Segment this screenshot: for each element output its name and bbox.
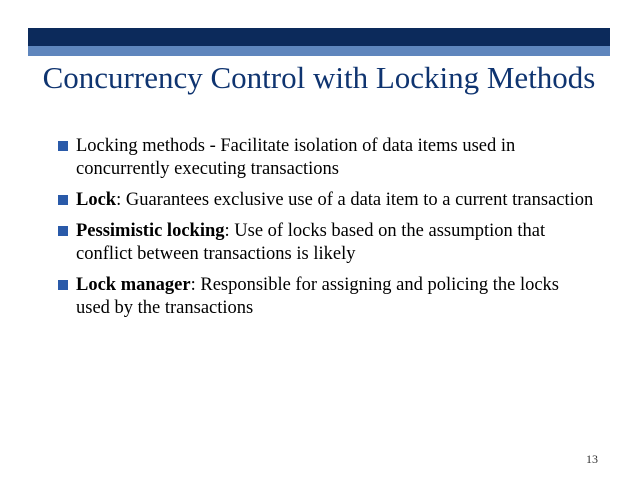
bullet-item-lock (76, 189, 596, 212)
bullet-item-locking-methods (76, 135, 596, 181)
bullet-term: Pessimistic locking (76, 221, 225, 241)
square-bullet-icon (58, 195, 68, 205)
bullet-text: : Guarantees exclusive use of a data item to a current transaction (116, 190, 594, 210)
bullet-item-pessimistic-locking (76, 220, 596, 266)
bullet-text: : Use of locks based on the assumption that conflict between transactions is likely (76, 221, 546, 264)
bullet-list (76, 135, 596, 328)
bullet-text: : Responsible for assigning and policing the locks used by the transactions (76, 275, 560, 318)
slide-title: Concurrency Control with Locking Methods (42, 60, 596, 95)
square-bullet-icon (58, 280, 68, 290)
page-number: 13 (586, 452, 598, 466)
bullet-term: Lock manager (76, 275, 191, 295)
square-bullet-icon (58, 226, 68, 236)
header-band-dark (28, 28, 610, 46)
bullet-text: Locking methods - Facilitate isolation of data items used in concurrently executing transactions (76, 136, 516, 179)
header-band-light (28, 46, 610, 56)
square-bullet-icon (58, 141, 68, 151)
bullet-item-lock-manager (76, 274, 596, 320)
bullet-term: Lock (76, 190, 117, 210)
